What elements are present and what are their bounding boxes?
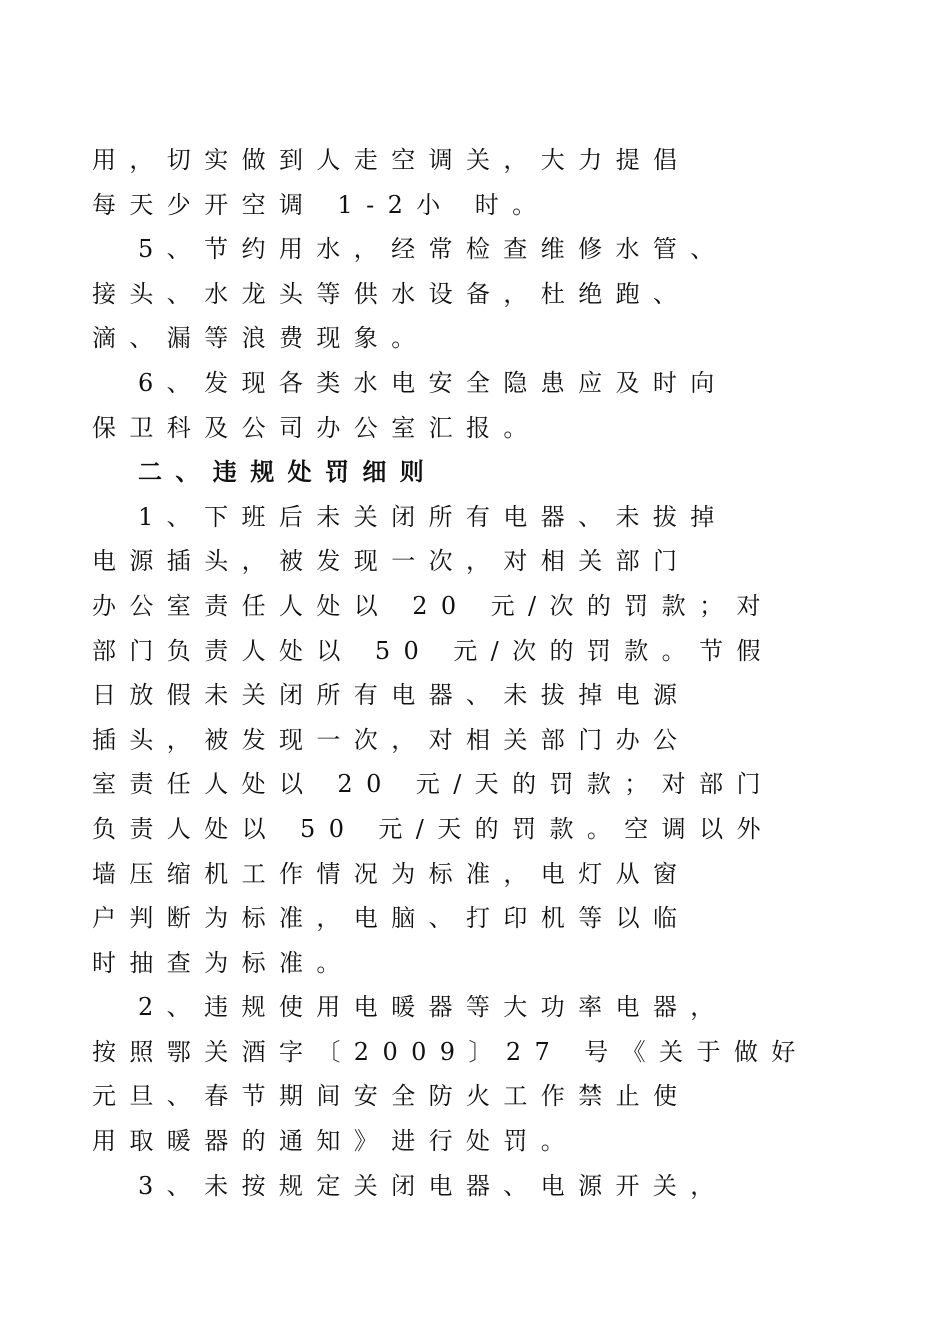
paragraph-line: 墙压缩机工作情况为标准，电灯从窗 — [92, 859, 691, 888]
paragraph-line: 按照鄂关酒字〔2009〕27 号《关于做好 — [92, 1037, 809, 1066]
paragraph-line: 滴、漏等浪费现象。 — [92, 324, 429, 353]
paragraph-line: 保卫科及公司办公室汇报。 — [92, 413, 541, 442]
paragraph-line: 部门负责人处以 50 元/次的罚款。节假 — [92, 636, 774, 665]
paragraph-first-line: 5、节约用水，经常检查维修水管、 — [138, 235, 728, 264]
paragraph-first-line: 1、下班后未关闭所有电器、未拔掉 — [138, 502, 728, 531]
document-body — [92, 138, 852, 1208]
paragraph-line: 日放假未关闭所有电器、未拔掉电源 — [92, 681, 691, 710]
paragraph-line: 电源插头，被发现一次，对相关部门 — [92, 547, 691, 576]
paragraph-line: 负责人处以 50 元/天的罚款。空调以外 — [92, 814, 774, 843]
paragraph-line: 插头，被发现一次，对相关部门办公 — [92, 725, 691, 754]
paragraph-line: 用取暖器的通知》进行处罚。 — [92, 1127, 579, 1156]
paragraph-first-line: 3、未按规定关闭电器、电源开关， — [138, 1171, 728, 1200]
paragraph-line: 每天少开空调 1-2小 时。 — [92, 190, 550, 219]
paragraph-line: 户判断为标准，电脑、打印机等以临 — [92, 904, 691, 933]
paragraph-line: 室责任人处以 20 元/天的罚款；对部门 — [92, 770, 774, 799]
paragraph-line: 接头、水龙头等供水设备，杜绝跑、 — [92, 279, 691, 308]
section-heading: 二、违规处罚细则 — [138, 457, 438, 487]
paragraph-line: 办公室责任人处以 20 元/次的罚款；对 — [92, 591, 774, 620]
paragraph-first-line: 6、发现各类水电安全隐患应及时向 — [138, 368, 728, 397]
paragraph-first-line: 2、违规使用电暖器等大功率电器， — [138, 993, 728, 1022]
paragraph-line: 元旦、春节期间安全防火工作禁止使 — [92, 1082, 691, 1111]
paragraph-line: 用，切实做到人走空调关，大力提倡 — [92, 146, 691, 174]
paragraph-line: 时抽查为标准。 — [92, 948, 354, 977]
